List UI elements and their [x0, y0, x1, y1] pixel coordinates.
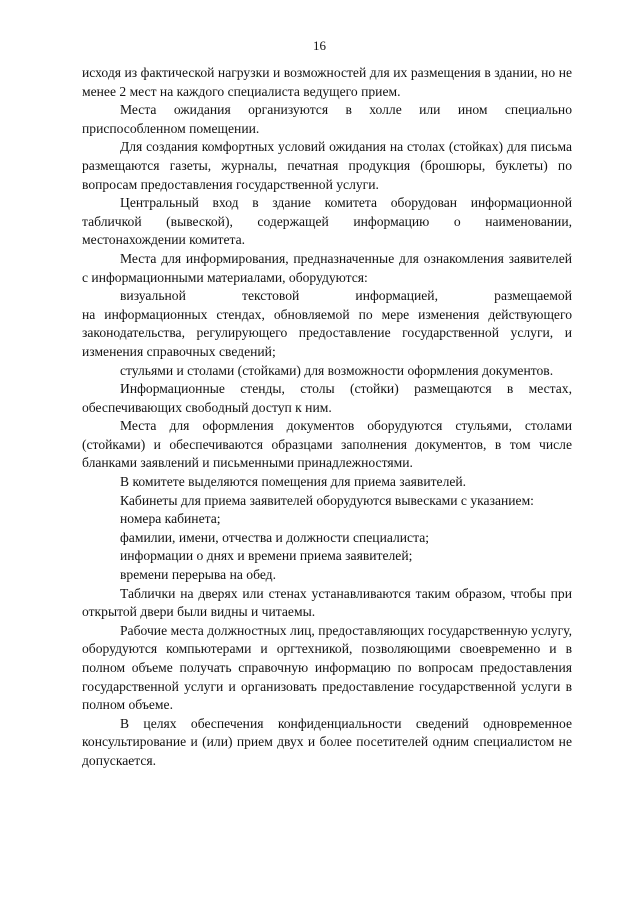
- paragraph: Для создания комфортных условий ожидания на столах (стойках) для письма размещаются газеты, журналы, печатная продукция (брошюры, буклеты) по вопросам предоставления государственной услуги.: [82, 139, 572, 192]
- paragraph: В комитете выделяются помещения для приема заявителей.: [120, 474, 467, 490]
- paragraph: времени перерыва на обед.: [120, 567, 276, 583]
- paragraph: информации о днях и времени приема заявителей;: [120, 548, 413, 564]
- paragraph: исходя из фактической нагрузки и возможностей для их размещения в здании, но не менее 2 мест на каждого специалиста ведущего прием.: [82, 65, 572, 99]
- paragraph: Кабинеты для приема заявителей оборудуются вывесками с указанием:: [120, 492, 534, 508]
- paragraph: Центральный вход в здание комитета оборудован информационной табличкой (вывеской), содержащей информацию о наименовании, местонахождении комитета.: [82, 195, 572, 248]
- paragraph: фамилии, имени, отчества и должности специалиста;: [120, 529, 430, 545]
- paragraph: Места для информирования, предназначенные для ознакомления заявителей с информационными материалами, оборудуются:: [82, 250, 572, 285]
- paragraph: номера кабинета;: [120, 511, 221, 527]
- document-body: [82, 64, 572, 771]
- paragraph: Места ожидания организуются в холле или ином специально приспособленном помещении.: [82, 102, 572, 136]
- paragraph: стульями и столами (стойками) для возможности оформления документов.: [120, 362, 554, 378]
- paragraph: Таблички на дверях или стенах устанавливаются таким образом, чтобы при открытой двери были видны и читаемы.: [82, 585, 572, 620]
- paragraph: Места для оформления документов оборудуются стульями, столами (стойками) и обеспечиваются образцами заполнения документов, в том числе бланками заявлений и письменными принадлежностями.: [82, 418, 572, 471]
- paragraph: Информационные стенды, столы (стойки) размещаются в местах, обеспечивающих свободный доступ к ним.: [82, 381, 572, 415]
- paragraph: В целях обеспечения конфиденциальности сведений одновременное консультирование и (или) прием двух и более посетителей одним специалистом не допускается.: [82, 715, 572, 768]
- page-number: 16: [313, 38, 326, 53]
- paragraph: Рабочие места должностных лиц, предоставляющих государственную услугу, оборудуются компьютерами и оргтехникой, позволяющими своевременно и в полном объеме получать справочную информацию по вопросам предоставления государственной услуги и организовать предоставление государственной услуги в полном объеме.: [82, 622, 572, 713]
- paragraph: визуальной текстовой информацией, размещаемой: [120, 288, 572, 304]
- paragraph: на информационных стендах, обновляемой по мере изменения действующего законодательства, регулирующего предоставление государственной услуги, и изменения справочных сведений;: [82, 306, 572, 359]
